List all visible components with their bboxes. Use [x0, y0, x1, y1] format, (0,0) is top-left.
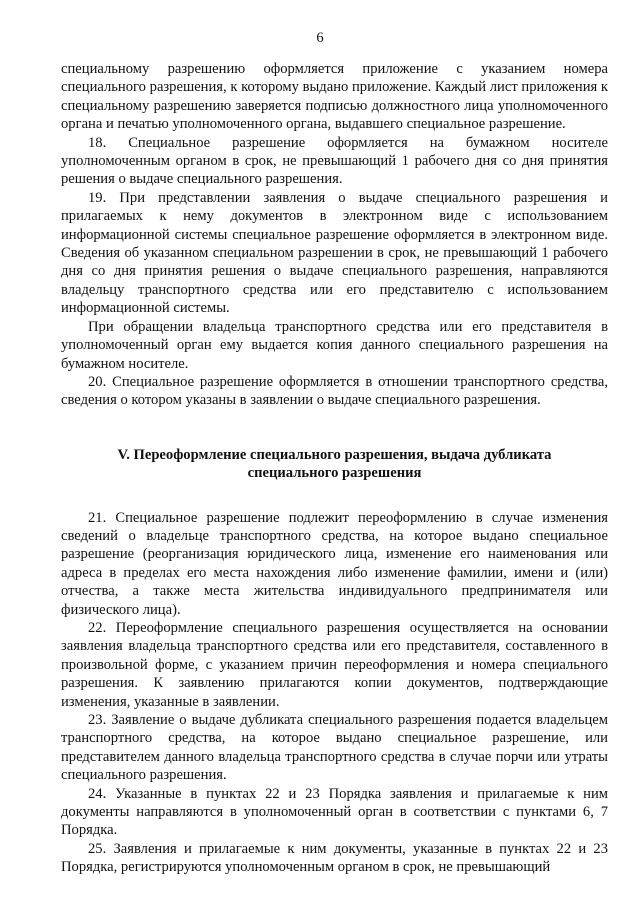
paragraph: 20. Специальное разрешение оформляется в отношении транспортного средства, сведения о котором указаны в заявлении о выдаче специального разрешения.	[61, 373, 608, 409]
paragraphs-after-section	[61, 509, 608, 877]
section-heading-line-1: V. Переоформление специального разрешения, выдача дубликата	[117, 446, 552, 463]
paragraph: 18. Специальное разрешение оформляется на бумажном носителе уполномоченным органом в срок, не превышающий 1 рабочего дня со дня принятия решения о выдаче специального разрешения.	[61, 134, 608, 188]
section-heading-line-2: специального разрешения	[247, 465, 422, 482]
paragraph: 25. Заявления и прилагаемые к ним документы, указанные в пунктах 22 и 23 Порядка, регистрируются уполномоченным органом в срок, не превышающий	[61, 840, 608, 876]
paragraph: 19. При представлении заявления о выдаче специального разрешения и прилагаемых к нему документов в электронном виде с использованием информационной системы специальное разрешение оформляется в электронном виде. Сведения об указанном специальном разрешении в срок, не превышающий 1 рабочего дня со дня принятия решения о выдаче специального разрешения, направляются владельцу транспортного средства или его представителю с использованием информационной системы.	[61, 189, 608, 317]
section-heading	[61, 446, 608, 483]
paragraph: 23. Заявление о выдаче дубликата специального разрешения подается владельцем транспортного средства, на которое выдано специальное разрешение, или представителем данного владельца транспортного средства в случае порчи или утраты специального разрешения.	[61, 712, 608, 784]
paragraph: При обращении владельца транспортного средства или его представителя в уполномоченный орган ему выдается копия данного специального разрешения на бумажном носителе.	[61, 318, 608, 372]
paragraph: специальному разрешению оформляется приложение с указанием номера специального разрешения, к которому выдано приложение. Каждый лист приложения к специальному разрешению заверяется подписью должностного лица уполномоченного органа и печатью уполномоченного органа, выдавшего специальное разрешение.	[61, 61, 608, 133]
paragraph: 24. Указанные в пунктах 22 и 23 Порядка заявления и прилагаемые к ним документы направляются в уполномоченный орган в соответствии с пунктами 6, 7 Порядка.	[61, 785, 608, 839]
page-number: 6	[316, 30, 324, 46]
document-body	[61, 60, 608, 877]
paragraph: 22. Переоформление специального разрешения осуществляется на основании заявления владельца транспортного средства или его представителя, составленного в произвольной форме, с указанием причин переоформления и номера специального разрешения. К заявлению прилагаются копии документов, подтверждающие изменения, указанные в заявлении.	[61, 619, 608, 710]
paragraph: 21. Специальное разрешение подлежит переоформлению в случае изменения сведений о владельце транспортного средства, на которое выдано специальное разрешение (реорганизация юридического лица, изменение его наименования или адреса в пределах его места нахождения либо изменение фамилии, имени и (или) отчества, а также места жительства индивидуального предпринимателя или физического лица).	[61, 509, 608, 618]
paragraphs-before-section	[61, 60, 608, 410]
